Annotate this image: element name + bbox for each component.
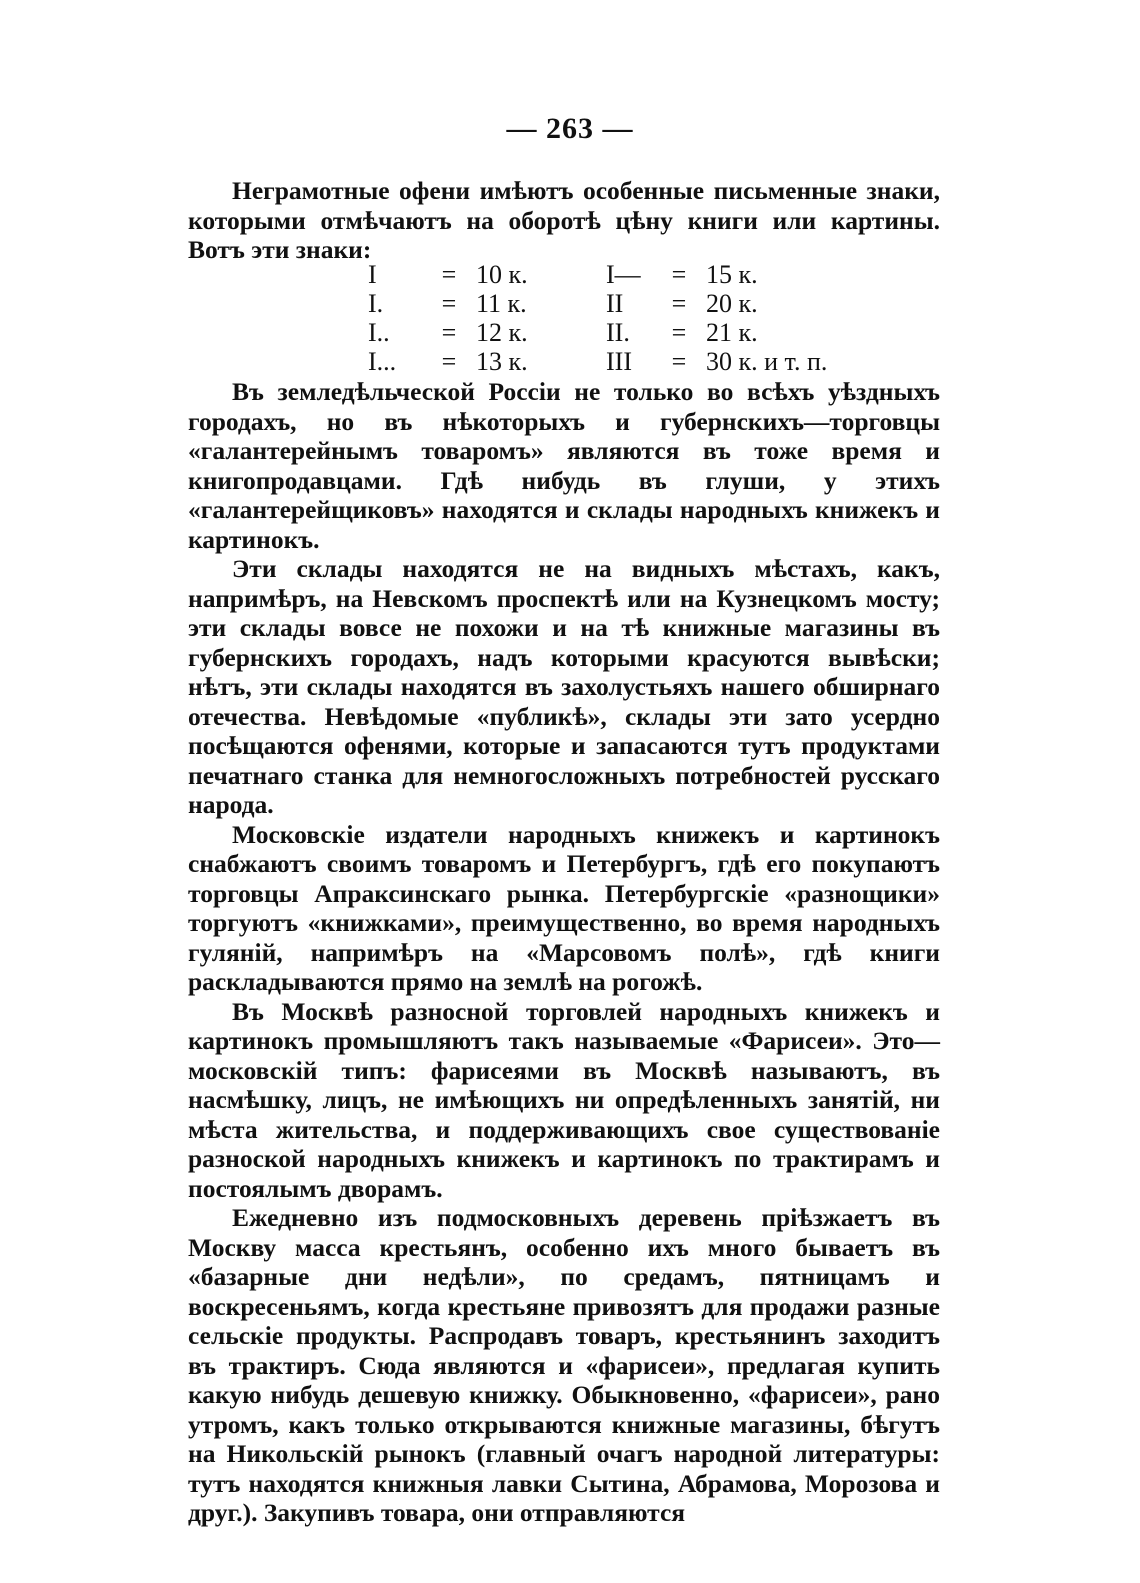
- sign-value: 15 к.: [706, 260, 758, 289]
- sign-cell-right: [600, 289, 758, 318]
- sign-value: 30 к. и т. п.: [706, 347, 828, 376]
- equals-sign: =: [671, 260, 687, 289]
- equals-sign: =: [671, 347, 687, 376]
- page-number: — 263 —: [506, 112, 634, 145]
- intro-block: [188, 176, 940, 265]
- sign-mark: I—: [606, 260, 641, 289]
- paragraph: Московскіе издатели народныхъ книжекъ и картинокъ снабжаютъ своимъ товаромъ и Петербургъ, гдѣ его покупаютъ торговцы Апраксинскаго рынка. Петербургскіе «разнощики» торгуютъ «книжками», преимущественно, во время народныхъ гуляній, напримѣръ на «Марсовомъ полѣ», гдѣ книги раскладываются прямо на землѣ на рогожѣ.: [188, 819, 940, 996]
- price-signs-table: [350, 260, 910, 376]
- equals-sign: =: [441, 347, 457, 376]
- intro-paragraph: Неграмотные офени имѣютъ особенные письменные знаки, которыми отмѣчаютъ на оборотѣ цѣну книги или картины. Вотъ эти знаки:: [188, 176, 940, 264]
- equals-sign: =: [671, 289, 687, 318]
- body-text: [188, 377, 940, 1528]
- sign-row: [350, 260, 910, 289]
- sign-mark: I...: [368, 347, 397, 376]
- sign-cell-right: [600, 318, 758, 347]
- paragraph: Эти склады находятся не на видныхъ мѣстахъ, какъ, напримѣръ, на Невскомъ проспектѣ или на Кузнецкомъ мосту; эти склады вовсе не похожи и на тѣ книжные магазины въ губернскихъ городахъ, надъ которыми красуются вывѣски; нѣтъ, эти склады находятся въ захолустьяхъ нашего обширнаго отечества. Невѣдомые «публикѣ», склады эти зато усердно посѣщаются офенями, которые и запасаются тутъ продуктами печатнаго станка для немногосложныхъ потребностей русскаго народа.: [188, 554, 940, 819]
- sign-cell-right: [600, 347, 827, 376]
- sign-row: [350, 318, 910, 347]
- sign-mark: I.: [368, 289, 384, 318]
- equals-sign: =: [441, 260, 457, 289]
- sign-row: [350, 289, 910, 318]
- paragraph: Въ Москвѣ разносной торговлей народныхъ книжекъ и картинокъ промышляютъ такъ называемые «Фарисеи». Это—московскій типъ: фарисеями въ Москвѣ называютъ, въ насмѣшку, лицъ, не имѣющихъ ни опредѣленныхъ занятій, ни мѣста жительства, и поддерживающихъ свое существованіе разноской народныхъ книжекъ и картинокъ по трактирамъ и постоялымъ дворамъ.: [188, 996, 940, 1203]
- sign-mark: II: [606, 289, 624, 318]
- sign-mark: II.: [606, 318, 630, 347]
- sign-mark: I..: [368, 318, 390, 347]
- sign-value: 20 к.: [706, 289, 758, 318]
- sign-value: 13 к.: [476, 347, 528, 376]
- equals-sign: =: [671, 318, 687, 347]
- sign-value: 12 к.: [476, 318, 528, 347]
- sign-cell-left: [350, 260, 600, 289]
- equals-sign: =: [441, 318, 457, 347]
- sign-cell-left: [350, 289, 600, 318]
- sign-mark: III: [606, 347, 632, 376]
- sign-value: 10 к.: [476, 260, 528, 289]
- sign-mark: I: [368, 260, 377, 289]
- sign-row: [350, 347, 910, 376]
- sign-cell-right: [600, 260, 758, 289]
- sign-cell-left: [350, 318, 600, 347]
- sign-value: 21 к.: [706, 318, 758, 347]
- equals-sign: =: [441, 289, 457, 318]
- paragraph: Въ земледѣльческой Россіи не только во всѣхъ уѣздныхъ городахъ, но въ нѣкоторыхъ и губернскихъ—торговцы «галантерейнымъ товаромъ» являются въ тоже время и книгопродавцами. Гдѣ нибудь въ глуши, у этихъ «галантерейщиковъ» находятся и склады народныхъ книжекъ и картинокъ.: [188, 377, 940, 554]
- sign-cell-left: [350, 347, 600, 376]
- paragraph: Ежедневно изъ подмосковныхъ деревень пріѣзжаетъ въ Москву масса крестьянъ, особенно ихъ много бываетъ въ «базарные дни недѣли», по средамъ, пятницамъ и воскресеньямъ, когда крестьяне привозятъ для продажи разные сельскіе продукты. Распродавъ товаръ, крестьянинъ заходитъ въ трактиръ. Сюда являются и «фарисеи», предлагая купить какую нибудь дешевую книжку. Обыкновенно, «фарисеи», рано утромъ, какъ только открываются книжные магазины, бѣгутъ на Никольскій рынокъ (главный очагъ народной литературы: тутъ находятся книжныя лавки Сытина, Абрамова, Морозова и друг.). Закупивъ товара, они отправляются: [188, 1203, 940, 1527]
- sign-value: 11 к.: [476, 289, 527, 318]
